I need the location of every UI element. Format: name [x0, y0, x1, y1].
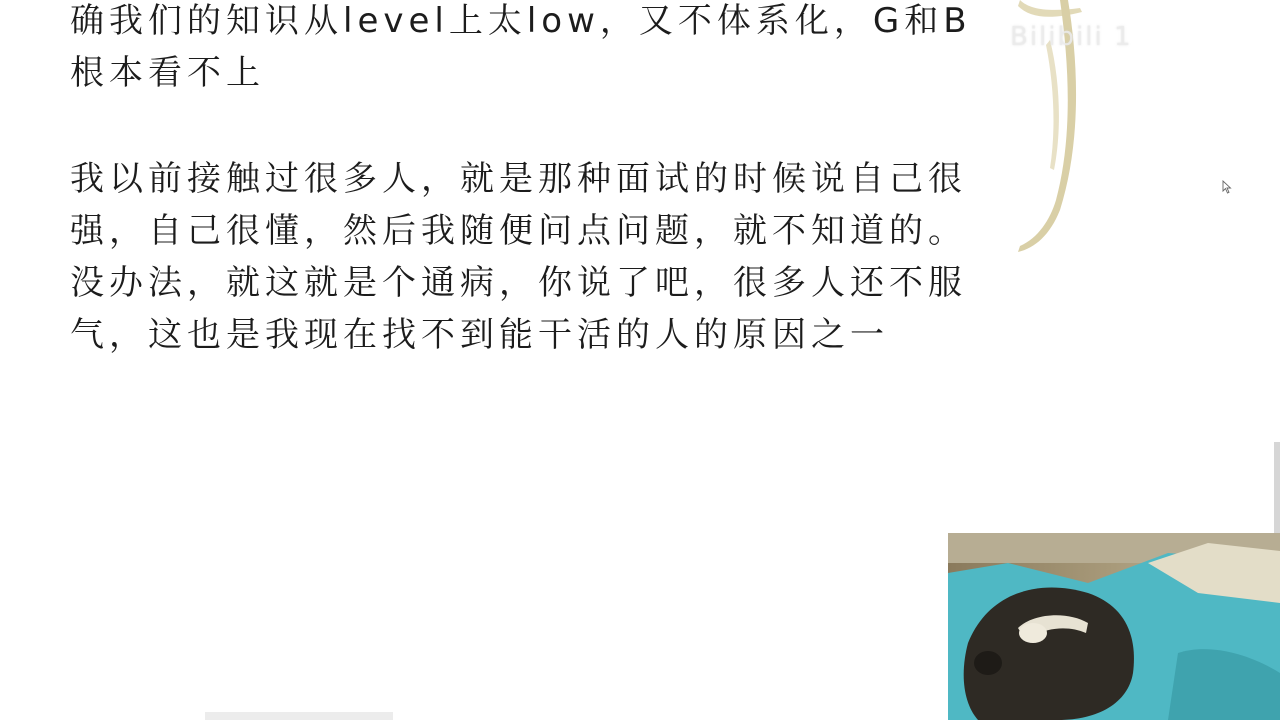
watermark: Bilibili 1	[1010, 22, 1133, 52]
scroll-edge-strip	[1274, 442, 1280, 537]
paragraph-1: 确我们的知识从level上太low，又不体系化，G和B 根本看不上	[70, 1, 972, 93]
webcam-image	[948, 533, 1280, 720]
paragraph-2: 我以前接触过很多人，就是那种面试的时候说自己很 强，自己很懂，然后我随便问点问题，就不知道的。 没办法，就这就是个通病，你说了吧，很多人还不服 气，这也是我现在找不到能干活的人的原因之一	[70, 159, 967, 355]
webcam-overlay	[948, 533, 1280, 720]
bottom-progress-strip	[205, 712, 393, 720]
mouse-cursor-icon	[1222, 180, 1232, 194]
